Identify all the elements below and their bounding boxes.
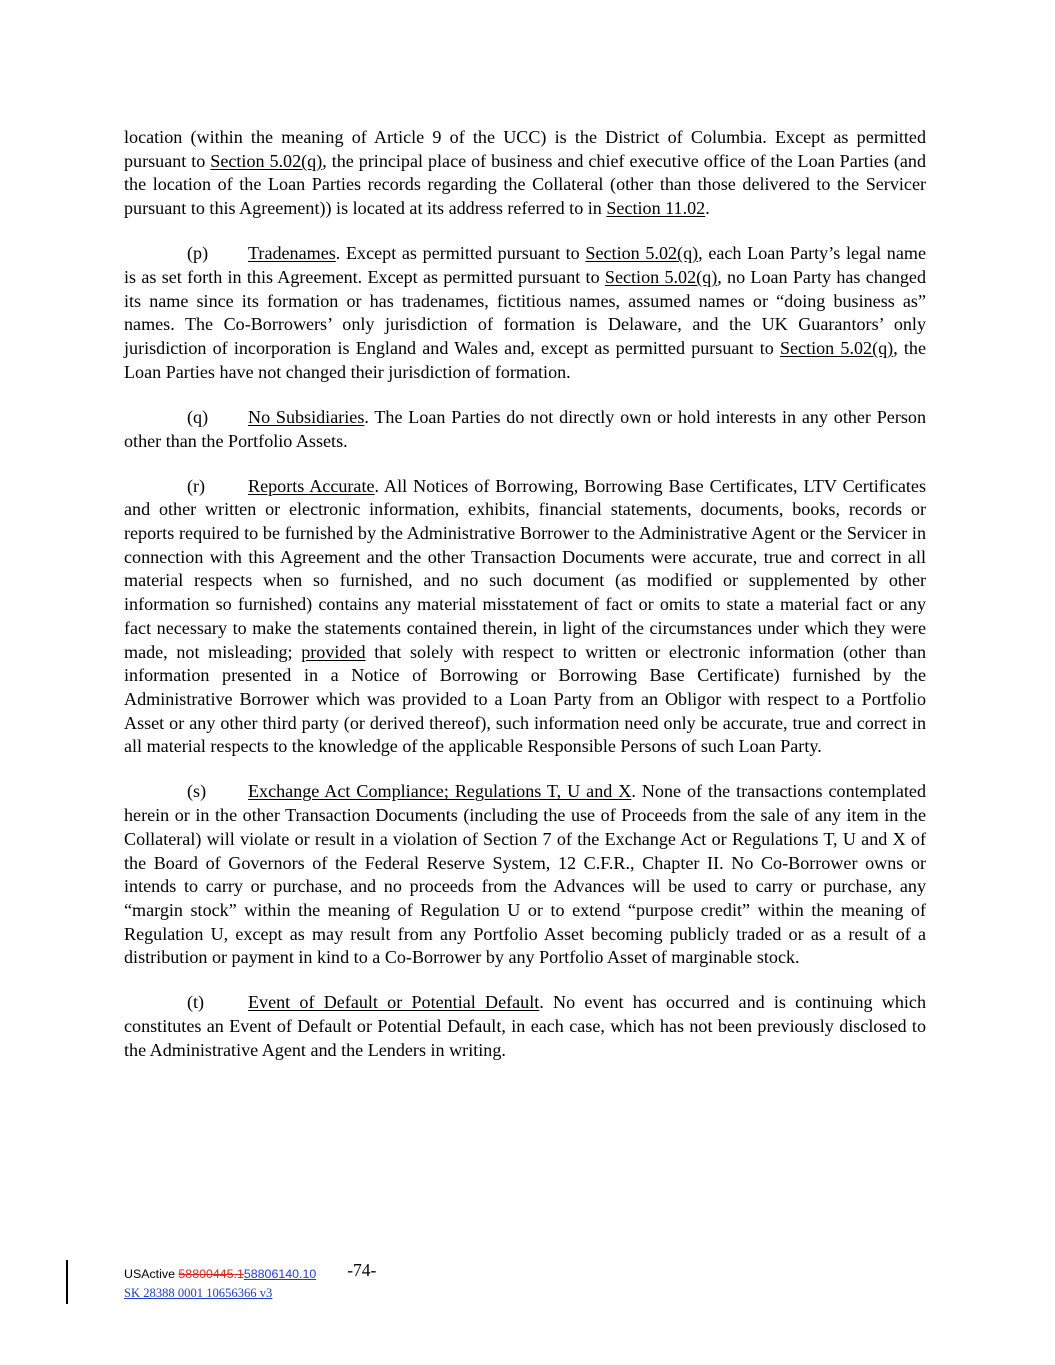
section-marker: (s) [187, 781, 207, 802]
paragraph-text: . No event has occurred and is continuing which constitutes an Event of Default or Potential Default, in each case, which has not been previously disclosed to the Administrative Agent and the Lenders in writing. [124, 992, 926, 1060]
underlined-term: Section 5.02(q) [585, 243, 699, 264]
document-id-line [124, 1262, 624, 1283]
paragraph-text: , the Loan Parties have not changed their jurisdiction of formation. [124, 338, 927, 382]
section-paragraph-s [124, 780, 926, 970]
paragraph-text: . The Loan Parties do not directly own or hold interests in any other Person other than the Portfolio Assets. [124, 406, 926, 451]
paragraph-text: . None of the transactions contemplated herein or in the other Transaction Documents (including the use of Proceeds from the sale of any item in the Collateral) will violate or result in a violation of Section 7 of the Exchange Act or Regulations T, U and X of the Board of Governors of the Federal Reserve System, 12 C.F.R., Chapter II. No Co-Borrower owns or intends to carry or purchase, and no proceeds from the Advances will be used to carry or purchase, any “margin stock” within the meaning of Regulation U or to extend “purpose credit” within the meaning of Regulation U, except as may result from any Portfolio Asset becoming publicly traded or as a result of a distribution or payment in kind to a Co-Borrower by any Portfolio Asset of marginable stock. [124, 781, 926, 968]
page-footer [124, 1262, 624, 1301]
section-paragraph-location [124, 126, 926, 221]
underlined-term: No Subsidiaries [248, 406, 365, 427]
section-paragraph-q [124, 406, 926, 453]
document-id-prefix: USActive [124, 1267, 179, 1281]
paragraph-text: , no Loan Party has changed its name since its formation or has tradenames, fictitious names, assumed names or “doing business as” names. The Co-Borrowers’ only jurisdiction of formation is Delaware, and the UK Guarantors’ only jurisdiction of incorporation is England and Wales and, except as permitted pursuant to [124, 266, 926, 359]
paragraph-text: , each Loan Party’s legal name is as set forth in this Agreement. Except as permitted pursuant to [124, 243, 926, 287]
section-marker: (r) [187, 475, 206, 496]
paragraph-text: . Except as permitted pursuant to [335, 243, 586, 264]
underlined-term: Section 5.02(q) [210, 150, 323, 171]
underlined-term: Tradenames [248, 243, 336, 264]
section-marker: (p) [187, 243, 209, 264]
paragraph-text: , the principal place of business and chief executive office of the Loan Parties (and the location of the Loan Parties records regarding the Collateral (other than those delivered to the Servicer pursuant to this Agreement)) is located at its address referred to in [124, 150, 926, 219]
underlined-term: Exchange Act Compliance; Regulations T, U and X [248, 781, 632, 802]
inserted-document-id: 58806140.10 [243, 1267, 317, 1281]
paragraph-text: that solely with respect to written or electronic information (other than information presented in a Notice of Borrowing or Borrowing Base Certificate) furnished by the Administrative Borrower which was provided to a Loan Party from an Obligor with respect to a Portfolio Asset or any other third party (or derived thereof), such information need only be accurate, true and correct in all material respects to the knowledge of the applicable Responsible Persons of such Loan Party. [124, 641, 926, 757]
section-paragraph-t [124, 991, 926, 1062]
underlined-term: Section 5.02(q) [604, 266, 718, 287]
section-marker: (t) [187, 992, 205, 1013]
page-number: -74- [347, 1260, 377, 1280]
section-paragraph-r [124, 475, 926, 759]
underlined-term: Event of Default or Potential Default [248, 992, 540, 1013]
section-paragraph-p [124, 242, 926, 384]
underlined-term: Reports Accurate [248, 475, 375, 496]
document-body [124, 126, 926, 1084]
change-bar [66, 1260, 68, 1304]
paragraph-text: . All Notices of Borrowing, Borrowing Base Certificates, LTV Certificates and other written or electronic information, exhibits, financial statements, documents, books, records or reports required to be furnished by the Administrative Borrower to the Administrative Agent or the Servicer in connection with this Agreement and the other Transaction Documents were accurate, true and correct in all material respects when so furnished, and no such document (as modified or supplemented by other information so furnished) contains any material misstatement of fact or omits to state a material fact or any fact necessary to make the statements contained therein, in light of the circumstances under which they were made, not misleading; [124, 475, 926, 662]
underlined-term: Section 11.02 [606, 198, 706, 219]
paragraph-text: location (within the meaning of Article 9 of the UCC) is the District of Columbia. Except as permitted pursuant to [124, 127, 926, 171]
deleted-document-id: 58800445.1 [178, 1267, 244, 1281]
section-marker: (q) [187, 406, 209, 427]
paragraph-text: . [705, 198, 710, 219]
underlined-term: provided [301, 641, 366, 662]
underlined-term: Section 5.02(q) [779, 338, 894, 359]
sk-reference: SK 28388 0001 10656366 v3 [124, 1286, 273, 1300]
